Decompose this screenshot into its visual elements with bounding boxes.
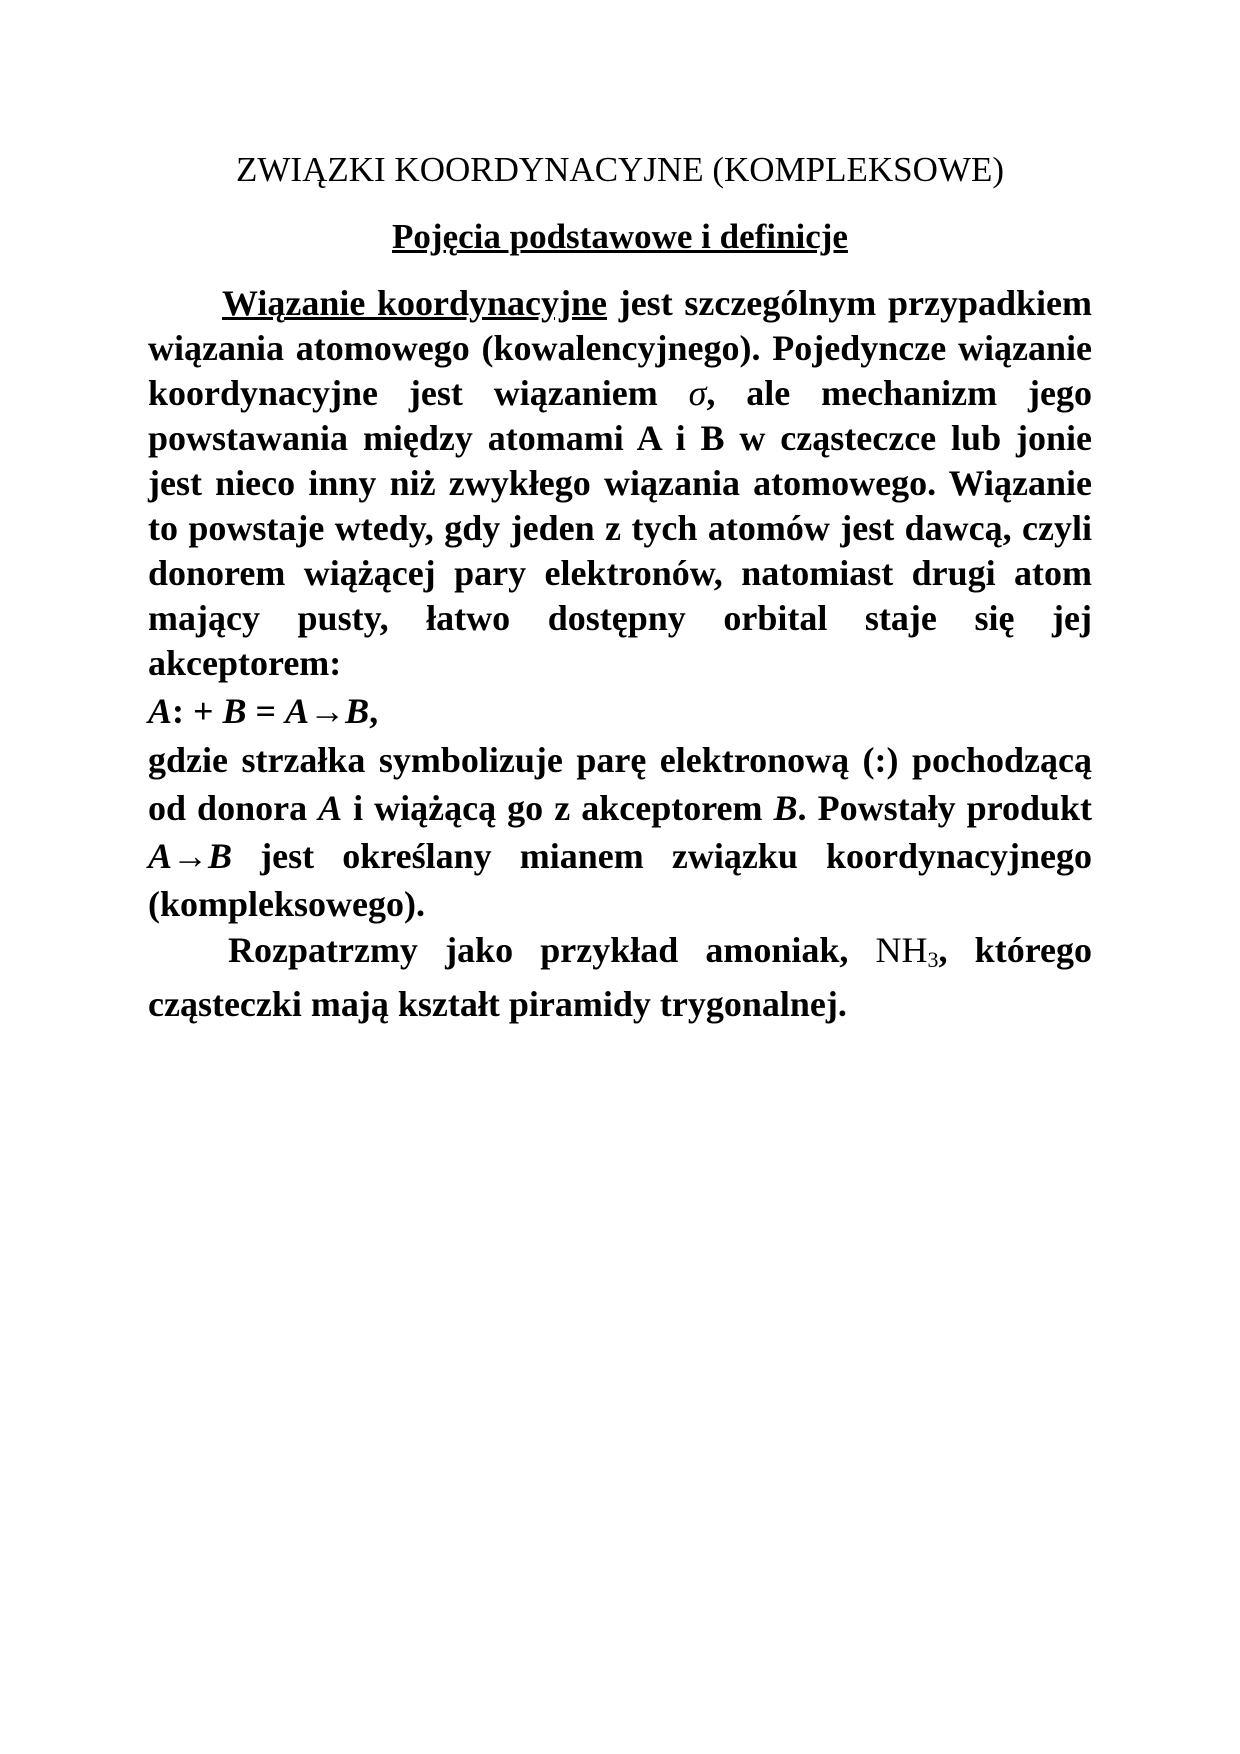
- term-coordination-bond: Wiązanie koordynacyjne: [222, 282, 608, 323]
- formula-base: NH: [875, 929, 928, 970]
- paragraph-text: jest określany mianem związku koordynacyjnego (kompleksowego).: [148, 835, 1092, 924]
- bond-formula: [148, 688, 1092, 734]
- paragraph-text: , którego cząsteczki mają kształt piramidy trygonalnej.: [148, 929, 1092, 1024]
- paragraph-definition: [148, 281, 1092, 686]
- paragraph-text: i wiążącą go z akceptorem: [342, 787, 774, 828]
- formula-donor: A: [148, 690, 173, 731]
- document-title: ZWIĄZKI KOORDYNACYJNE (KOMPLEKSOWE): [236, 150, 1004, 189]
- arrow-symbol: →: [172, 835, 209, 876]
- paragraph-example: [148, 928, 1092, 1027]
- product-symbol-a: A: [148, 835, 173, 876]
- formula-equals: =: [246, 690, 286, 731]
- formula-product-acceptor: B: [345, 690, 370, 731]
- formula-product-donor: A: [285, 690, 310, 731]
- symbol-b: B: [773, 787, 798, 828]
- paragraph-text: , ale mechanizm jego powstawania między atomami A i B w cząsteczce lub jonie jest nieco inny niż zwykłego wiązania atomowego. Wiązanie to powstaje wtedy, gdy jeden z tych atomów jest dawcą, czyli donorem wiążącej pary elektronów, natomiast drugi atom mający pusty, łatwo dostępny orbital staje się jej akceptorem:: [148, 372, 1092, 683]
- section-heading: Pojęcia podstawowe i definicje: [392, 216, 848, 256]
- formula-subscript: 3: [927, 946, 939, 972]
- product-symbol-b: B: [208, 835, 233, 876]
- formula-text: : +: [172, 690, 223, 731]
- formula-comma: ,: [369, 690, 379, 731]
- formula-acceptor: B: [222, 690, 247, 731]
- symbol-a: A: [318, 787, 343, 828]
- paragraph-text: . Powstały produkt: [797, 787, 1092, 828]
- sigma-symbol: σ: [688, 372, 707, 413]
- document-page: [148, 135, 1092, 1027]
- paragraph-text: gdzie strzałka symbolizuje parę elektronową (:) pochodzącą od donora: [148, 739, 1092, 828]
- paragraph-text: Rozpatrzmy jako przykład amoniak,: [228, 929, 876, 970]
- arrow-symbol: →: [309, 690, 346, 731]
- paragraph-text: jest szczególnym przypadkiem wiązania atomowego (kowalencyjnego). Pojedyncze wiązanie koordynacyjne jest wiązaniem: [148, 282, 1092, 413]
- paragraph-explanation: [148, 736, 1092, 928]
- ammonia-formula: [876, 930, 939, 970]
